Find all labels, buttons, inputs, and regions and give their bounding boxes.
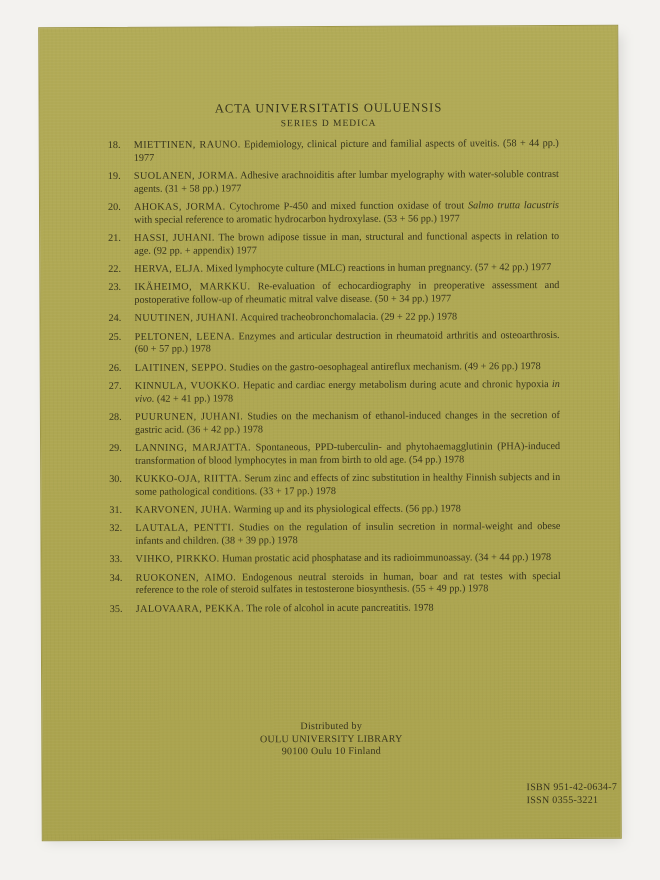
- entry-title: Studies on the mechanism of ethanol-induced changes in the secretion of gastric acid. (36 + 42 pp.) 1978: [134, 410, 560, 436]
- entry-author: LAUTALA, PENTTI.: [135, 522, 235, 535]
- entry-author: PELTONEN, LEENA.: [134, 331, 235, 343]
- list-item: [108, 280, 560, 307]
- entry-title: Human prostatic acid phosphatase and its radioimmunoassay. (34 + 44 pp.) 1978: [222, 552, 552, 565]
- distributor-block: [42, 720, 620, 760]
- publication-list: [107, 137, 561, 622]
- entry-title: Re-evaluation of echocardiography in preoperative assessment and postoperative follow-up of rheumatic mitral valve disease. (50 + 34 pp.) 1977: [134, 280, 560, 306]
- entry-number: 23.: [108, 282, 122, 294]
- entry-author: LANNING, MARJATTA.: [135, 442, 251, 454]
- entry-author: NUUTINEN, JUHANI.: [134, 312, 239, 325]
- entry-title: Epidemiology, clinical picture and familial aspects of uveitis. (58 + 44 pp.) 1977: [133, 137, 559, 164]
- list-item: [107, 137, 559, 165]
- entry-author: PUURUNEN, JUHANI.: [134, 411, 244, 423]
- entry-title: Mixed lymphocyte culture (MLC) reactions in human pregnancy. (57 + 42 pp.) 1977: [205, 261, 552, 275]
- entry-number: 20.: [107, 201, 121, 213]
- entry-title: Serum zinc and effects of zinc substitution in healthy Finnish subjects and in some pathological conditions. (33 + 17 pp.) 1978: [135, 472, 561, 498]
- entry-title: Studies on the regulation of insulin secretion in normal-weight and obese infants and children. (38 + 39 pp.) 1978: [135, 521, 561, 547]
- list-item: [109, 503, 560, 517]
- entry-number: 29.: [109, 442, 122, 455]
- list-item: [108, 379, 560, 406]
- list-item: [108, 329, 560, 357]
- back-cover: [38, 25, 622, 842]
- entry-author: MIETTINEN, RAUNO.: [133, 139, 241, 151]
- entry-author: HASSI, JUHANI.: [134, 232, 215, 244]
- entry-number: 22.: [108, 263, 122, 275]
- entry-author: LAITINEN, SEPPO.: [134, 362, 227, 374]
- isbn: ISBN 951-42-0634-7: [526, 781, 618, 794]
- entry-title: Acquired tracheobronchomalacia. (29 + 22 pp.) 1978: [240, 311, 458, 324]
- entry-title: Spontaneous, PPD-tuberculin- and phytohaemagglutinin (PHA)-induced transformation of blood lymphocytes in man from birth to old age. (54 pp.) 1978: [135, 441, 561, 467]
- entry-title-italic: Salmo trutta lacustris: [468, 199, 560, 212]
- entry-title: Warming up and its physiological effects. (56 pp.) 1978: [233, 503, 461, 516]
- issn: ISSN 0355-3221: [526, 794, 599, 806]
- list-item: [109, 602, 561, 616]
- entry-title: The role of alcohol in acute pancreatitis. 1978: [246, 602, 434, 615]
- entry-number: 33.: [109, 554, 123, 566]
- entry-title: Cytochrome P-450 and mixed function oxidase of trout: [229, 200, 465, 213]
- entry-author: KARVONEN, JUHA.: [135, 504, 232, 516]
- entry-title: Enzymes and articular destruction in rheumatoid arthritis and osteoarthrosis. (60 + 57 pp.) 1978: [134, 329, 560, 356]
- list-item: [108, 261, 559, 276]
- entry-number: 27.: [108, 380, 122, 393]
- entry-number: 35.: [109, 603, 123, 615]
- list-item: [109, 521, 561, 548]
- entry-number: 21.: [108, 232, 121, 244]
- list-item: [109, 472, 561, 499]
- distributor-intro: Distributed by: [300, 720, 363, 733]
- distributor-name: OULU UNIVERSITY LIBRARY: [259, 733, 403, 745]
- identifier-block: [527, 782, 618, 807]
- entry-details: (42 + 41 pp.) 1978: [156, 393, 234, 405]
- list-item: [108, 230, 560, 258]
- entry-number: 24.: [108, 313, 122, 325]
- entry-title: Adhesive arachnoiditis after lumbar myelography with water-soluble contrast agents. (31 + 58 pp.) 1977: [133, 168, 559, 195]
- entry-author: HERVA, ELJA.: [134, 263, 204, 275]
- distributor-address: 90100 Oulu 10 Finland: [281, 745, 382, 758]
- list-item: [108, 311, 559, 325]
- entry-number: 32.: [109, 523, 123, 535]
- list-item: [108, 410, 560, 437]
- entry-number: 19.: [107, 170, 121, 182]
- entry-number: 25.: [108, 331, 122, 343]
- entry-number: 26.: [108, 362, 122, 374]
- entry-author: RUOKONEN, AIMO.: [135, 572, 237, 584]
- entry-author: SUOLANEN, JORMA.: [133, 170, 238, 182]
- list-item: [107, 199, 560, 227]
- series-title: ACTA UNIVERSITATIS OULUENSIS: [214, 100, 443, 116]
- entry-number: 30.: [109, 473, 122, 485]
- entry-author: KINNULA, VUOKKO.: [134, 380, 240, 392]
- entry-details: with special reference to aromatic hydrocarbon hydroxylase. (53 + 56 pp.) 1977: [134, 212, 460, 226]
- entry-title-italic: in vivo.: [134, 379, 560, 405]
- entry-author: JALOVAARA, PEKKA.: [135, 603, 245, 615]
- entry-author: KUKKO-OJA, RIITTA.: [135, 473, 242, 485]
- entry-number: 34.: [109, 572, 123, 584]
- list-item: [109, 441, 561, 468]
- entry-number: 28.: [108, 411, 122, 424]
- entry-title: The brown adipose tissue in man, structural and functional aspects in relation to age. (92 pp. + appendix) 1977: [134, 230, 560, 257]
- entry-title: Studies on the gastro-oesophageal antireflux mechanism. (49 + 26 pp.) 1978: [229, 360, 541, 374]
- entry-author: VIHKO, PIRKKO.: [135, 553, 220, 566]
- list-item: [109, 552, 561, 566]
- entry-title: Endogenous neutral steroids in human, boar and rat testes with special reference to the role of steroid sulfates in testosterone biosynthesis. (55 + 49 pp.) 1978: [135, 570, 561, 597]
- entry-number: 31.: [109, 504, 123, 516]
- entry-number: 18.: [107, 139, 121, 151]
- list-item: [107, 168, 559, 196]
- list-item: [109, 570, 561, 598]
- entry-title: Hepatic and cardiac energy metabolism during acute and chronic hypoxia: [243, 379, 549, 392]
- entry-author: AHOKAS, JORMA.: [133, 201, 226, 213]
- list-item: [108, 360, 560, 375]
- series-subtitle: SERIES D MEDICA: [280, 118, 377, 130]
- entry-author: IKÄHEIMO, MARKKU.: [134, 281, 251, 294]
